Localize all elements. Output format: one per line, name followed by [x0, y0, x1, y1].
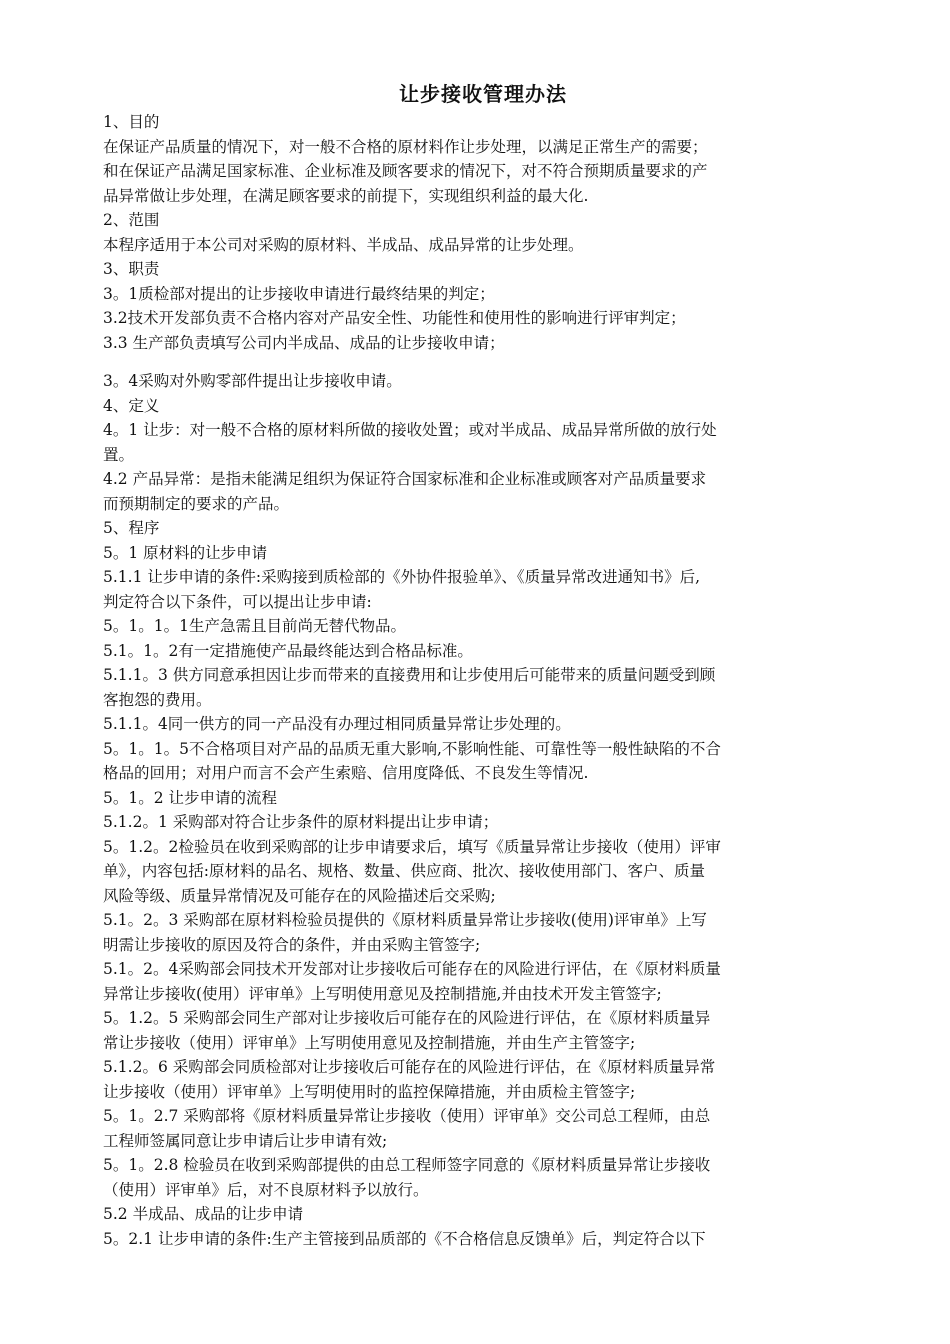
text-line: 风险等级、质量异常情况及可能存在的风险描述后交采购;	[103, 886, 496, 905]
paragraph-gap	[103, 355, 863, 369]
text-line: 3、职责	[103, 260, 160, 278]
text-line: 2、范围	[103, 211, 160, 229]
text-line: 4.2 产品异常：是指未能满足组织为保证符合国家标准和企业标准或顾客对产品质量要求	[103, 470, 707, 488]
text-line: 1、目的	[103, 113, 160, 131]
text-line: 判定符合以下条件，可以提出让步申请:	[103, 592, 372, 611]
text-line: 和在保证产品满足国家标准、企业标准及顾客要求的情况下，对不符合预期质量要求的产	[103, 162, 708, 180]
text-line: 置。	[103, 445, 135, 464]
text-line: （使用）评审单》后，对不良原材料予以放行。	[103, 1180, 429, 1199]
text-line: 5.1.1。4同一供方的同一产品没有办理过相同质量异常让步处理的。	[103, 715, 571, 733]
text-line: 单》，内容包括:原材料的品名、规格、数量、供应商、批次、接收使用部门、客户、质量	[103, 862, 705, 880]
text-line: 3。1质检部对提出的让步接收申请进行最终结果的判定；	[103, 284, 495, 303]
text-line: 5.1。2。3 采购部在原材料检验员提供的《原材料质量异常让步接收(使用)评审单》上写	[103, 911, 707, 929]
text-line: 4。1 让步：对一般不合格的原材料所做的接收处置；或对半成品、成品异常所做的放行处	[103, 421, 717, 439]
text-line: 5.1.2。1 采购部对符合让步条件的原材料提出让步申请；	[103, 813, 499, 831]
text-line: 3.3 生产部负责填写公司内半成品、成品的让步接收申请；	[103, 333, 505, 352]
text-line: 让步接收（使用）评审单》上写明使用时的监控保障措施，并由质检主管签字;	[103, 1082, 636, 1101]
text-line: 5.1.2。6 采购部会同质检部对让步接收后可能存在的风险进行评估，在《原材料质量异常	[103, 1058, 716, 1076]
text-line: 5.1。1。2有一定措施使产品最终能达到合格品标准。	[103, 641, 473, 660]
text-line: 5。1。1。5不合格项目对产品的品质无重大影响,不影响性能、可靠性等一般性缺陷的不合	[103, 739, 721, 758]
text-line: 异常让步接收(使用）评审单》上写明使用意见及控制措施,并由技术开发主管签字;	[103, 984, 662, 1003]
text-line: 5。1。2.7 采购部将《原材料质量异常让步接收（使用）评审单》交公司总工程师，由总	[103, 1107, 711, 1125]
text-line: 5。2.1 让步申请的条件:生产主管接到品质部的《不合格信息反馈单》后，判定符合以下	[103, 1229, 706, 1248]
text-line: 3。4采购对外购零部件提出让步接收申请。	[103, 372, 402, 390]
text-line: 4、定义	[103, 396, 160, 415]
text-line: 5.1.1 让步申请的条件:采购接到质检部的《外协件报验单》、《质量异常改进通知书》后,	[103, 568, 701, 586]
text-line: 明需让步接收的原因及符合的条件，并由采购主管签字;	[103, 935, 481, 954]
text-line: 5。1。2 让步申请的流程	[103, 788, 278, 807]
text-line: 品异常做让步处理，在满足顾客要求的前提下，实现组织利益的最大化.	[103, 186, 589, 205]
text-line: 而预期制定的要求的产品。	[103, 494, 290, 513]
document-body	[103, 110, 863, 1251]
text-line: 常让步接收（使用）评审单》上写明使用意见及控制措施，并由生产主管签字;	[103, 1033, 636, 1052]
text-line: 客抱怨的费用。	[103, 690, 212, 709]
text-line: 5。1。2.8 检验员在收到采购部提供的由总工程师签字同意的《原材料质量异常让步接收	[103, 1156, 711, 1174]
document-title: 让步接收管理办法	[399, 82, 567, 106]
text-line: 5。1 原材料的让步申请	[103, 543, 268, 562]
text-line: 本程序适用于本公司对采购的原材料、半成品、成品异常的让步处理。	[103, 235, 584, 254]
text-line: 工程师签属同意让步申请后让步申请有效;	[103, 1131, 388, 1150]
text-line: 3.2技术开发部负责不合格内容对产品安全性、功能性和使用性的影响进行评审判定；	[103, 309, 686, 327]
text-line: 5。1。1。1生产急需且目前尚无替代物品。	[103, 617, 406, 635]
text-line: 5.1。2。4采购部会同技术开发部对让步接收后可能存在的风险进行评估，在《原材料质量	[103, 960, 721, 978]
text-line: 5。1.2。2检验员在收到采购部的让步申请要求后，填写《质量异常让步接收（使用）评审	[103, 837, 721, 856]
text-line: 在保证产品质量的情况下，对一般不合格的原材料作让步处理，以满足正常生产的需要；	[103, 137, 708, 156]
text-line: 5、程序	[103, 519, 160, 537]
text-line: 5.1.1。3 供方同意承担因让步而带来的直接费用和让步使用后可能带来的质量问题受到顾	[103, 666, 716, 684]
text-line: 5.2 半成品、成品的让步申请	[103, 1205, 304, 1223]
document-page	[103, 78, 863, 1251]
text-line: 格品的回用；对用户而言不会产生索赔、信用度降低、不良发生等情况.	[103, 764, 589, 782]
text-line: 5。1.2。5 采购部会同生产部对让步接收后可能存在的风险进行评估，在《原材料质量异	[103, 1009, 711, 1027]
